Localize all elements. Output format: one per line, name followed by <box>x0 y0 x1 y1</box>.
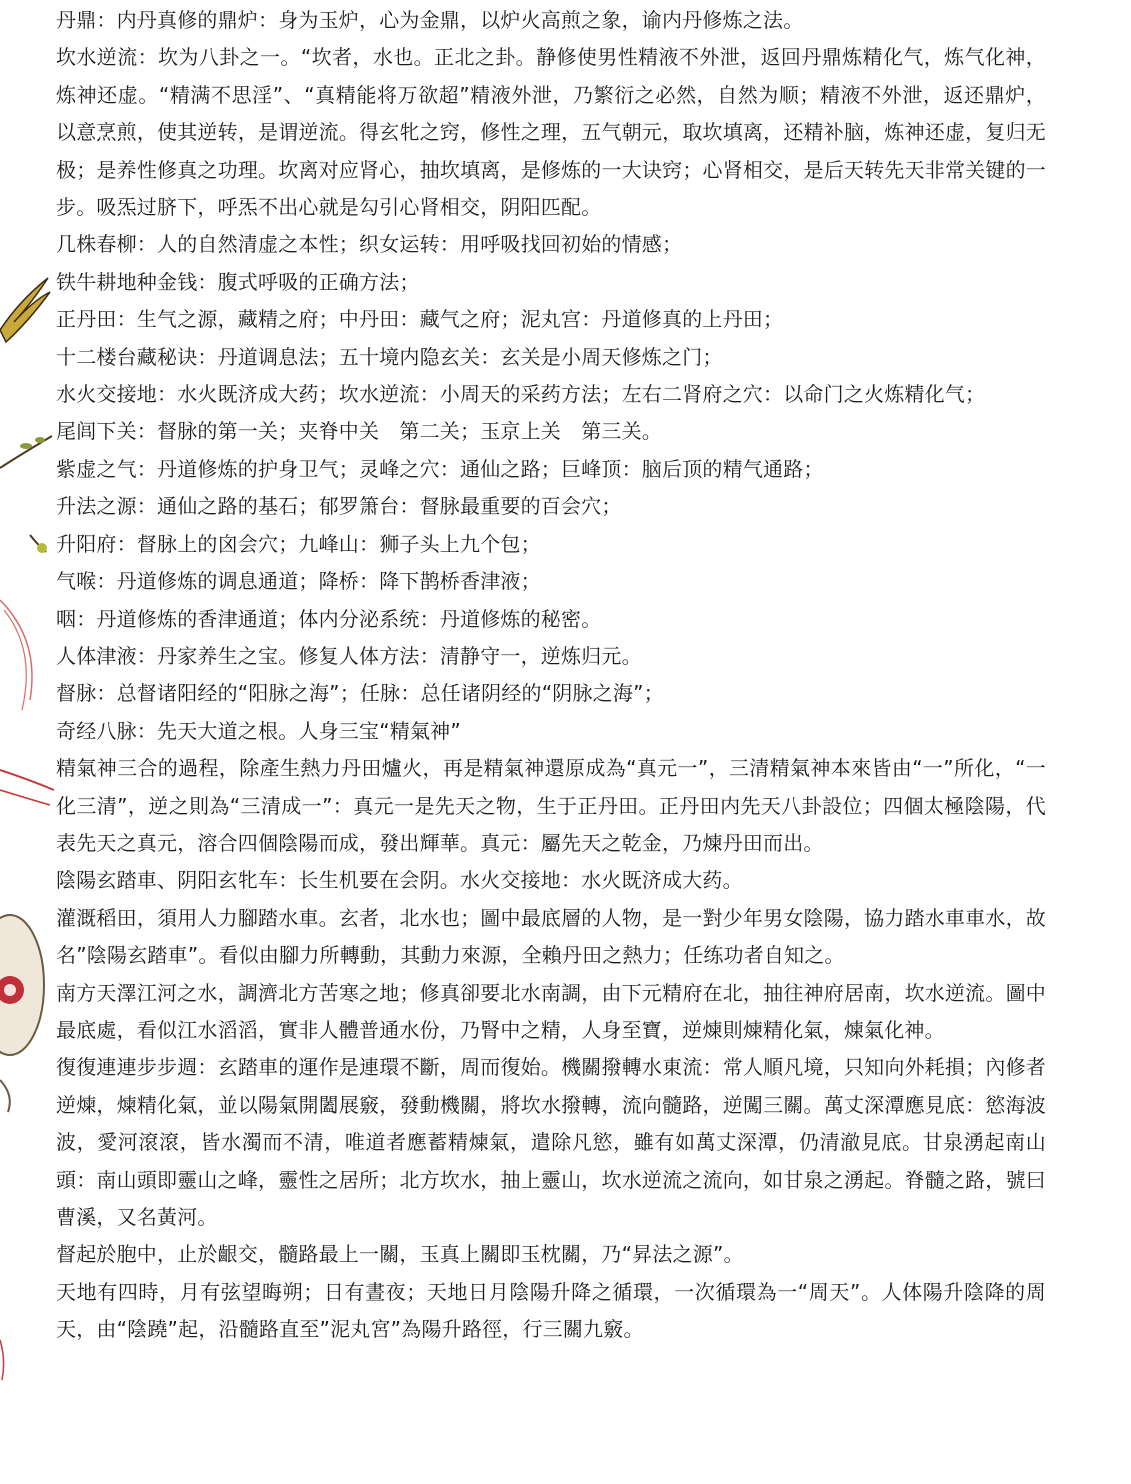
paragraph-kanshui-niliu: 坎水逆流：坎为八卦之一。“坎者，水也。正北之卦。静修使男性精液不外泄，返回丹鼎炼精化气，炼气化神，炼神还虚。“精满不思淫”、“真精能将万欲超”精液外泄，乃繁衍之必然，自然为顺；精液不外泄，返还鼎炉，以意烹煎，使其逆转，是谓逆流。得玄牝之窍，修性之理，五气朝元，取坎填离，还精补脑，炼神还虚，复归无极；是养性修真之功理。坎离对应肾心，抽坎填离，是修炼的一大诀窍；心肾相交，是后天转先天非常关键的一步。吸炁过脐下，呼炁不出心就是勾引心肾相交，阴阳匹配。 <box>56 45 1046 220</box>
paragraph-tiandi-sishi: 天地有四時，月有弦望晦朔；日有晝夜；天地日月陰陽升降之循環，一次循環為一“周天”。人体陽升陰降的周天，由“陰蹺”起，沿髓路直至”泥丸宮”為陽升路徑，行三關九竅。 <box>56 1279 1046 1342</box>
paragraph-qijing-bamai: 奇经八脉：先天大道之根。人身三宝“精氣神” <box>56 718 461 743</box>
paragraph-guangai-daotian: 灌溉稻田，須用人力腳踏水車。玄者，北水也；圖中最底層的人物，是一對少年男女陰陽，協力踏水車車水，故名”陰陽玄踏車”。看似由腳力所轉動，其動力來源，全賴丹田之熱力；任练功者自知之。 <box>56 905 1046 968</box>
paragraph-qihou: 气喉：丹道修炼的调息通道；降桥：降下鹊桥香津液； <box>56 569 541 594</box>
paragraph-shier-loutai: 十二楼台藏秘诀：丹道调息法；五十境内隐玄关：玄关是小周天修炼之门； <box>56 344 723 369</box>
paragraph-shengfa-zhiyuan: 升法之源：通仙之路的基石；郁罗箫台：督脉最重要的百会穴； <box>56 494 622 519</box>
creature-face-illustration <box>0 915 44 1055</box>
paragraph-jizhu-chunliu: 几株春柳：人的自然清虚之本性；织女运转：用呼吸找回初始的情感； <box>56 232 683 257</box>
branch-illustration <box>0 436 52 553</box>
paragraph-renti-jinye: 人体津液：丹家养生之宝。修复人体方法：清静守一，逆炼归元。 <box>56 643 642 668</box>
left-margin-illustration <box>0 0 60 1484</box>
paragraph-nanfang-tianze: 南方天澤江河之水，調濟北方苦寒之地；修真卻要北水南調，由下元精府在北，抽往神府居南，坎水逆流。圖中最底處，看似江水滔滔，實非人體普通水份，乃腎中之精，人身至寶，逆煉則煉精化氣，煉氣化神。 <box>56 980 1046 1042</box>
paragraph-dumai: 督脉：总督诸阳经的“阳脉之海”；任脉：总任诸阴经的“阴脉之海”； <box>56 681 664 706</box>
paragraph-jingqishen-sanhe: 精氣神三合的過程，除產生熱力丹田爐火，再是精氣神還原成為“真元一”，三清精氣神本來皆由“一”所化，“一化三清”，逆之則為“三清成一”：真元一是先天之物，生于正丹田。正丹田内先天八卦設位；四個太極陰陽，代表先天之真元，溶合四個陰陽而成，發出輝華。真元：屬先天之乾金，乃煉丹田而出。 <box>56 756 1046 855</box>
paragraph-duqi-baozhong: 督起於胞中，止於齦交，髓路最上一關，玉真上關即玉枕關，乃“昇法之源”。 <box>56 1242 744 1267</box>
paragraph-zheng-dantian: 正丹田：生气之源，藏精之府；中丹田：藏气之府；泥丸宫：丹道修真的上丹田； <box>56 307 784 332</box>
bird-wing-illustration <box>0 278 50 342</box>
paragraph-danding: 丹鼎：内丹真修的鼎炉：身为玉炉，心为金鼎，以炉火高煎之象，谕内丹修炼之法。 <box>56 8 804 32</box>
paragraph-shengyang-fu: 升阳府：督脉上的囟会穴；九峰山：狮子头上九个包； <box>56 531 541 556</box>
lower-decor-illustration <box>0 1080 10 1380</box>
red-swirl-illustration <box>0 600 54 805</box>
paragraph-shuihuo-jiaojie: 水火交接地：水火既济成大药；坎水逆流：小周天的采药方法；左右二肾府之穴：以命门之火炼精化气； <box>56 382 986 407</box>
paragraph-fufu-lianlian: 復復連連步步週：玄踏車的運作是連環不斷，周而復始。機關撥轉水東流：常人順凡境，只知向外耗損；內修者逆煉，煉精化氣，並以陽氣開闔展竅，發動機關，將坎水撥轉，流向髓路，逆闖三關。萬丈深潭應見底：慾海波波，愛河滾滾，皆水濁而不清，唯道者應蓄精煉氣，遣除凡慾，雖有如萬丈深潭，仍清澈見底。甘泉湧起南山頭：南山頭即靈山之峰，靈性之居所；北方坎水，抽上靈山，坎水逆流之流向，如甘泉之湧起。脊髓之路，號曰曹溪，又名黃河。 <box>56 1055 1046 1229</box>
paragraph-zixu-zhiqi: 紫虚之气：丹道修炼的护身卫气；灵峰之穴：通仙之路；巨峰顶：脑后顶的精气通路； <box>56 456 824 481</box>
paragraph-yan: 咽：丹道修炼的香津通道；体内分泌系统：丹道修炼的秘密。 <box>56 606 602 631</box>
document-body <box>56 2 1046 1349</box>
paragraph-yinyang-xuantache: 陰陽玄踏車、阴阳玄牝车：长生机要在会阴。水火交接地：水火既济成大药。 <box>56 868 743 893</box>
paragraph-tieniu-gengdi: 铁牛耕地种金钱：腹式呼吸的正确方法； <box>56 269 420 294</box>
paragraph-weilv-xiaguan: 尾闾下关：督脉的第一关；夹脊中关 第二关；玉京上关 第三关。 <box>56 419 662 444</box>
